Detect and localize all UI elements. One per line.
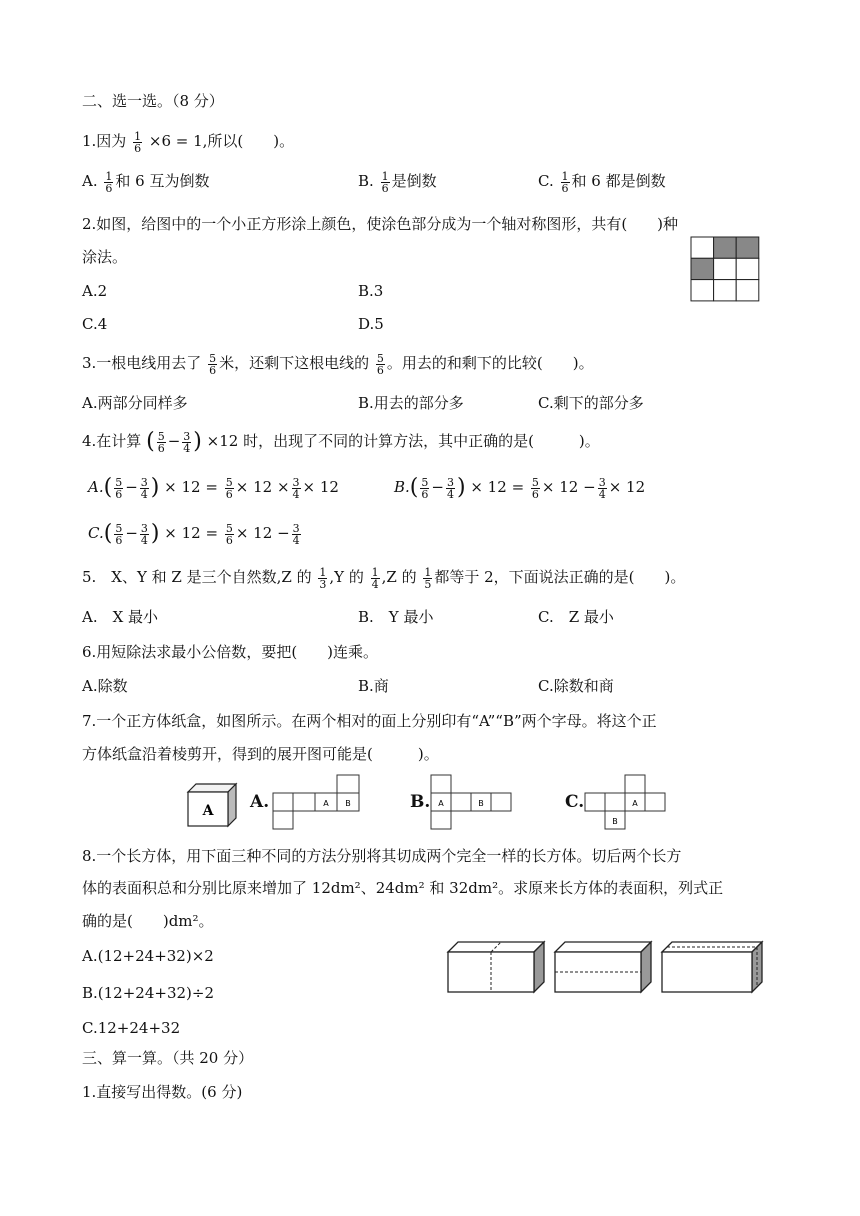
paren: ) [150,475,160,500]
net-letter-a: A [323,799,329,808]
q3-option-b[interactable]: B.用去的部分多 [358,394,464,412]
q4-stem-a: 4.在计算 [82,432,142,450]
frac-numerator: 5 [209,351,217,365]
grid-cell-shaded [691,258,714,279]
question-3-stem [82,352,594,376]
frac-3-4 [292,523,301,546]
section-title: 二、选一选。（8 分） [82,92,224,110]
grid-cell [691,280,714,301]
paren: ) [193,429,202,454]
q1-fraction [133,131,142,154]
net-cell [625,775,645,793]
frac-1-4 [371,567,380,590]
question-7-line1: 7.一个正方体纸盒，如图所示。在两个相对的面上分别印有“A”“B”两个字母。将这个正 [82,712,657,730]
option-text: 是倒数 [391,172,437,190]
times-12: × 12 [164,478,201,496]
frac-3-4 [292,477,301,500]
minus-sign: − [583,478,596,496]
net-cell [605,793,625,811]
frac-5-6 [225,477,234,500]
option-text: 和 6 都是倒数 [571,172,666,190]
times-12: × 12 [164,524,201,542]
frac-3-4 [446,477,455,500]
frac-numerator: 1 [319,565,327,579]
q2-option-c[interactable]: C.4 [82,315,108,333]
frac-numerator: 5 [531,475,539,489]
net-cell [273,793,293,811]
option-label: C. [538,172,554,190]
box-top [555,942,651,952]
frac-numerator: 5 [115,521,123,535]
frac-denominator: 4 [446,487,454,501]
frac-numerator: 3 [446,475,454,489]
grid-cell [736,258,759,279]
frac-numerator: 5 [157,429,165,443]
equals-sign: = [205,524,219,542]
net-option-b-label: B. [410,792,431,812]
q3-option-a[interactable]: A.两部分同样多 [82,394,188,412]
cube-side-face [228,784,236,826]
times-12: × 12 [302,478,339,496]
minus-sign: − [125,478,138,496]
net-cell [431,775,451,793]
question-5-stem [82,566,685,590]
q1-opt-c-fraction [561,171,570,194]
option-label: B. [358,172,374,190]
net-cell [585,793,605,811]
q8-option-a[interactable]: A.(12+24+32)×2 [82,947,214,965]
q1-opt-b-fraction [381,171,390,194]
net-cell [431,811,451,829]
net-cell [491,793,511,811]
frac-numerator: 3 [292,521,300,535]
grid-cell-shaded [736,237,759,258]
frac-numerator: 1 [134,129,142,143]
option-label: A. [82,172,98,190]
frac-denominator: 6 [157,441,165,455]
net-letter-b: B [345,799,351,808]
frac-denominator: 6 [209,363,217,377]
frac-numerator: 1 [105,169,113,183]
frac-5-6 [531,477,540,500]
q5-option-a[interactable]: A. X 最小 [82,608,159,626]
times-sign: × [276,478,290,496]
frac-denominator: 4 [183,441,191,455]
net-a[interactable] [272,773,362,833]
net-letter-b: B [478,799,484,808]
grid-cell [714,280,737,301]
question-8-line3: 确的是( )dm²。 [82,912,214,930]
frac-numerator: 3 [140,521,148,535]
net-cell [273,811,293,829]
frac-5-6 [114,523,123,546]
frac-5-6 [420,477,429,500]
frac-3-4 [598,477,607,500]
net-option-a-label: A. [250,792,270,812]
frac-denominator: 4 [140,487,148,501]
q1-option-b[interactable] [358,170,437,194]
frac-denominator: 4 [292,487,300,501]
frac-numerator: 3 [598,475,606,489]
frac-denominator: 6 [421,487,429,501]
times-12: × 12 [470,478,507,496]
option-label: C. [88,524,104,542]
paren: ) [456,475,466,500]
box-cut-horizontal [551,940,655,994]
box-cut-vertical [444,940,548,994]
question-7-line2: 方体纸盒沿着棱剪开，得到的展开图可能是( )。 [82,745,439,763]
frac-denominator: 6 [381,181,389,195]
q5-stem-b: ,Y 的 [329,568,364,586]
question-2-line2: 涂法。 [82,248,128,266]
times-12: × 12 [235,524,273,542]
frac-3-4 [140,523,149,546]
q2-option-d[interactable]: D.5 [358,315,384,333]
section-title: 三、算一算。（共 20 分） [82,1049,254,1067]
frac-denominator: 4 [598,487,606,501]
times-12: × 12 [541,478,579,496]
frac-numerator: 5 [376,351,384,365]
q3-option-c[interactable]: C.剩下的部分多 [538,394,644,412]
frac-denominator: 6 [115,487,123,501]
frac-denominator: 6 [376,363,384,377]
paren: ( [146,429,155,454]
frac-denominator: 4 [292,533,300,547]
frac-5-6 [114,477,123,500]
frac-denominator: 6 [115,533,123,547]
cube-figure [186,782,240,828]
frac-numerator: 3 [183,429,191,443]
q1-option-c[interactable] [538,170,666,194]
q3-fraction-2 [376,353,385,376]
option-text: 和 6 互为倒数 [115,172,210,190]
frac-numerator: 1 [561,169,569,183]
question-2-line1: 2.如图，给图中的一个小正方形涂上颜色，使涂色部分成为一个轴对称图形，共有( )种 [82,215,679,233]
q3-fraction-1 [208,353,217,376]
net-cell [293,793,315,811]
question-1-stem [82,130,294,154]
minus-sign: − [125,524,138,542]
grid-cell [714,258,737,279]
frac-denominator: 6 [225,487,233,501]
frac-numerator: 1 [424,565,432,579]
paren: ( [409,475,419,500]
q4-option-b[interactable] [394,476,645,500]
frac-numerator: 3 [140,475,148,489]
question-8-line2: 体的表面积总和分别比原来增加了 12dm²、24dm² 和 32dm²。求原来长方体的表面积，列式正 [82,879,724,897]
frac-denominator: 6 [531,487,539,501]
paren: ( [103,475,113,500]
minus-sign: − [167,432,181,450]
paren: ( [103,521,113,546]
question-8-line1: 8.一个长方体，用下面三种不同的方法分别将其切成两个完全一样的长方体。切后两个长方 [82,847,682,865]
frac-denominator: 6 [134,141,142,155]
q4-option-a[interactable] [88,476,339,500]
net-c[interactable] [584,773,668,833]
grid-cell [736,280,759,301]
frac-numerator: 1 [381,169,389,183]
frac-denominator: 4 [371,577,379,591]
q1-opt-a-fraction [104,171,113,194]
frac-denominator: 6 [225,533,233,547]
frac-numerator: 5 [225,521,233,535]
frac-5-6 [225,523,234,546]
frac-numerator: 1 [371,565,379,579]
net-letter-b: B [612,817,618,826]
cube-letter: A [202,803,214,819]
grid-figure [690,236,760,302]
frac-5-6 [157,431,166,454]
grid-cell-shaded [714,237,737,258]
q2-option-a[interactable]: A.2 [82,282,108,300]
q3-stem-b: 米，还剩下这根电线的 [219,354,370,372]
frac-denominator: 6 [561,181,569,195]
option-label: B. [394,478,410,496]
frac-3-4 [140,477,149,500]
frac-denominator: 4 [140,533,148,547]
box-front [662,952,752,992]
box-cut-depth [658,940,766,994]
q5-stem-c: ,Z 的 [381,568,417,586]
q3-stem-c: 。用去的和剩下的比较( )。 [386,354,594,372]
q3-stem-a: 3.一根电线用去了 [82,354,202,372]
net-letter-a: A [632,799,638,808]
net-b[interactable] [430,773,514,833]
q6-option-b[interactable]: B.商 [358,677,389,695]
q4-stem-b: ×12 时，出现了不同的计算方法，其中正确的是( )。 [206,432,600,450]
frac-numerator: 5 [225,475,233,489]
q2-option-b[interactable]: B.3 [358,282,384,300]
q1-stem-end: ×6 = 1,所以( )。 [148,132,295,150]
paren: ) [150,521,160,546]
question-4-stem [82,430,600,454]
net-option-c-label: C. [565,792,585,812]
frac-numerator: 5 [421,475,429,489]
frac-numerator: 5 [115,475,123,489]
q8-option-c[interactable]: C.12+24+32 [82,1019,181,1037]
q5-stem-d: 都等于 2，下面说法正确的是( )。 [434,568,686,586]
frac-3-4 [182,431,191,454]
q5-option-c[interactable]: C. Z 最小 [538,608,614,626]
frac-denominator: 6 [105,181,113,195]
q6-option-a[interactable]: A.除数 [82,677,128,695]
q1-stem-start: 1.因为 [82,132,127,150]
minus-sign: − [431,478,444,496]
section3-question-1: 1.直接写出得数。(6 分) [82,1083,243,1101]
question-6-stem: 6.用短除法求最小公倍数，要把( )连乘。 [82,643,379,661]
times-12: × 12 [235,478,273,496]
q4-option-c[interactable] [88,522,303,546]
option-label: A. [88,478,104,496]
q5-stem-a: 5. X、Y 和 Z 是三个自然数,Z 的 [82,568,312,586]
net-cell [645,793,665,811]
equals-sign: = [511,478,525,496]
q5-option-b[interactable]: B. Y 最小 [358,608,434,626]
equals-sign: = [205,478,218,496]
frac-1-5 [423,567,432,590]
net-cell [337,775,359,793]
frac-denominator: 3 [319,577,327,591]
net-cell [451,793,471,811]
frac-numerator: 3 [292,475,300,489]
grid-cell [691,237,714,258]
times-12: × 12 [608,478,646,496]
frac-1-3 [318,567,327,590]
q8-option-b[interactable]: B.(12+24+32)÷2 [82,984,215,1002]
q6-option-c[interactable]: C.除数和商 [538,677,614,695]
q1-option-a[interactable] [82,170,209,194]
minus-sign: − [277,524,290,542]
frac-denominator: 5 [424,577,432,591]
net-letter-a: A [438,799,444,808]
